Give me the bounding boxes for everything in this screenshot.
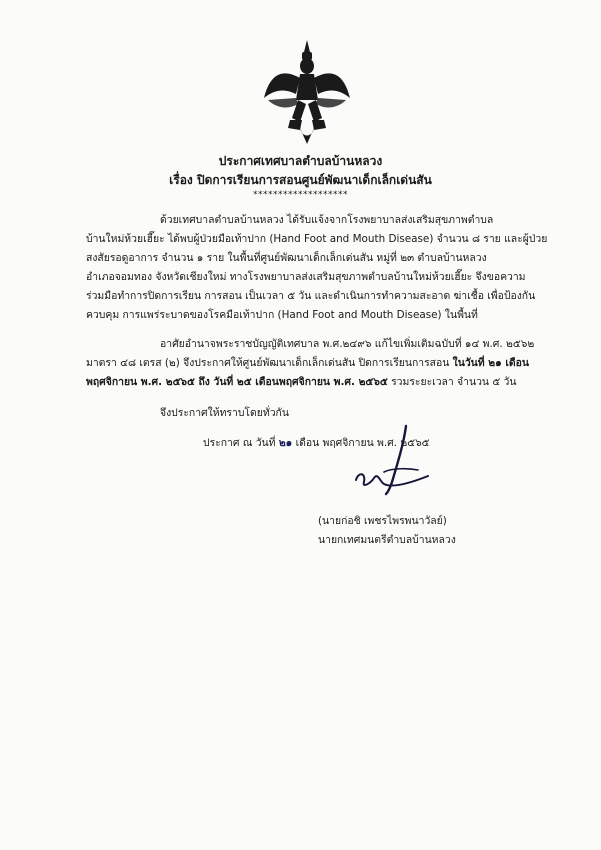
closure-period: พฤศจิกายน พ.ศ. ๒๕๖๕ ถึง วันที่ ๒๕ เดือนพฤศจิกายน พ.ศ. ๒๕๖๕: [86, 376, 388, 388]
garuda-emblem: [262, 38, 352, 146]
text-line: ร่วมมือทำการปิดการเรียน การสอน เป็นเวลา ๕ วัน และดำเนินการทำความสะอาด ฆ่าเชื้อ เพื่อป้องกัน: [86, 290, 536, 302]
text-line: อำเภอจอมทอง จังหวัดเชียงใหม่ ทางโรงพยาบาลส่งเสริมสุขภาพตำบลบ้านใหม่ห้วยเฮี๊ยะ จึงขอความ: [86, 271, 526, 283]
announce-year: ๒๕๖๕: [400, 437, 430, 449]
text-line: อาศัยอำนาจพระราชบัญญัติเทศบาล พ.ศ.๒๔๙๖ แก้ไขเพิ่มเติมฉบับที่ ๑๔ พ.ศ. ๒๕๖๒: [160, 338, 535, 350]
announce-month: เดือน พฤศจิกายน พ.ศ.: [295, 437, 398, 449]
text-line: ควบคุม การแพร่ระบาดของโรคมือเท้าปาก (Hand Foot and Mouth Disease) ในพื้นที่: [86, 309, 478, 321]
text-line: สงสัยรอดูอาการ จำนวน ๑ ราย ในพื้นที่ศูนย์พัฒนาเด็กเล็กเด่นสัน หมู่ที่ ๒๓ ตำบลบ้านหลวง: [86, 252, 487, 264]
announcement-title: ประกาศเทศบาลตำบลบ้านหลวง: [218, 154, 383, 168]
text-segment: มาตรา ๔๘ เตรส (๒) จึงประกาศให้ศูนย์พัฒนาเด็กเล็กเด่นสัน ปิดการเรียนการสอน: [86, 357, 453, 369]
text-line: ด้วยเทศบาลตำบลบ้านหลวง ได้รับแจ้งจากโรงพยาบาลส่งเสริมสุขภาพตำบล: [160, 214, 494, 226]
text-line: บ้านใหม่ห้วยเฮี๊ยะ ได้พบผู้ป่วยมือเท้าปาก (Hand Foot and Mouth Disease) จำนวน ๘ ราย และผู้ป่วย: [86, 233, 548, 245]
signatory-name: (นายก่อชิ เพชรไพรพนาวัลย์): [318, 515, 447, 527]
closing-statement: จึงประกาศให้ทราบโดยทั่วกัน: [160, 407, 289, 419]
signatory-position: นายกเทศมนตรีตำบลบ้านหลวง: [318, 534, 456, 546]
text-segment: รวมระยะเวลา จำนวน ๕ วัน: [387, 376, 517, 388]
separator-stars: *******************: [253, 190, 348, 200]
announce-prefix: ประกาศ ณ วันที่: [203, 437, 276, 449]
announcement-subject: เรื่อง ปิดการเรียนการสอนศูนย์พัฒนาเด็กเล็กเด่นสัน: [169, 173, 432, 187]
announce-day: ๒๑: [278, 437, 293, 449]
closure-start-date: ในวันที่ ๒๑ เดือน: [452, 357, 529, 369]
text-line: [86, 373, 516, 390]
text-line: [86, 354, 529, 371]
handwritten-signature: [348, 422, 448, 507]
